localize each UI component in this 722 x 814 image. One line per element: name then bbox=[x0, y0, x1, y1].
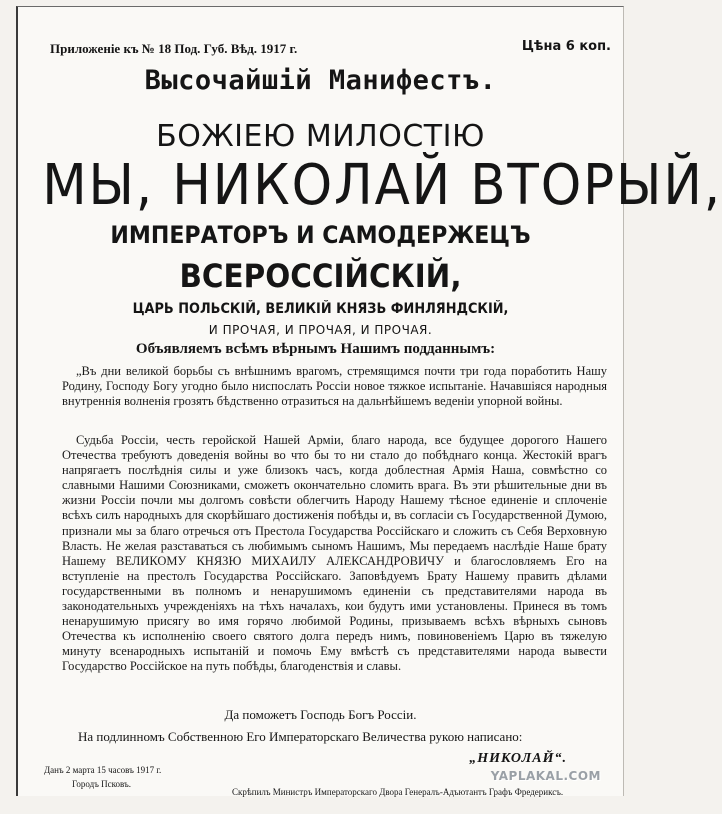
original-note: На подлинномъ Собственною Его Императорскаго Величества рукою написано: bbox=[78, 729, 523, 744]
header-line bbox=[36, 41, 613, 57]
manifest-heading: Высочайшій Манифестъ. bbox=[144, 65, 497, 96]
manifesto-page bbox=[16, 6, 722, 797]
declaration-line: Объявляемъ всѣмъ вѣрнымъ Нашимъ подданнымъ: bbox=[135, 341, 496, 357]
body-paragraph-1: „Въ дни великой борьбы съ внѣшнимъ врагомъ, стремящимся почти три года поработить Нашу Родину, Господу Богу угодно было ниспослать Россіи новое тяжкое испытаніе. Начавшіяся народныя внутреннія волненія грозятъ бѣдственно отразиться на дальнѣйшемъ веденіи упорной войны. bbox=[62, 364, 607, 409]
issue-date: Данъ 2 марта 15 часовъ 1917 г. bbox=[44, 765, 162, 775]
signature: „НИКОЛАЙ“. bbox=[469, 751, 567, 766]
countersign-line: Скрѣпилъ Министръ Императорскаго Двора Генералъ-Адъютантъ Графъ Фредериксъ. bbox=[232, 787, 564, 797]
body-paragraph-2: Судьба Россіи, честь геройской Нашей Арміи, благо народа, все будущее дорогого Нашего Отечества требуютъ доведенія войны во что бы то ни стало до побѣднаго конца. Жестокій врагъ напрягаетъ послѣднія силы и уже близокъ часъ, когда доблестная Армія Наша, совмѣстно со славными Нашими Союзниками, сможетъ окончательно сломить врага. Въ эти рѣшительные дни въ жизни Россіи почли мы долгомъ совѣсти облегчить Народу Нашему тѣсное единеніе и сплоченіе всѣхъ силъ народныхъ для скорѣйшаго достиженія побѣды и, въ согласіи съ Государственной Думою, признали мы за благо отречься отъ Престола Государства Россійскаго и сложить съ Себя Верховную Власть. Не желая разставаться съ любимымъ сыномъ Нашимъ, Мы передаемъ наслѣдіе Наше брату Нашему ВЕЛИКОМУ КНЯЗЮ МИХАИЛУ АЛЕКСАНДРОВИЧУ и благословляемъ Его на вступленіе на престолъ Государства Россійскаго. Заповѣдуемъ Брату Нашему править дѣлами государственными въ полномъ и ненарушимомъ единеніи съ представителями народа въ законодательныхъ учрежденіяхъ на тѣхъ началахъ, кои будутъ ими установлены. Принеся въ томъ ненарушимую присягу во имя горячо любимой Родины, призываемъ всѣхъ вѣрныхъ сыновъ Отечества къ исполненію своего святого долга передъ нимъ, повиновеніемъ Царю въ тяжелую минуту всенародныхъ испытаній и помочь Ему вмѣстѣ съ представителями народа вывести Государство Россійское на путь побѣды, благоденствія и славы. bbox=[62, 433, 607, 674]
tsar-title: ЦАРЬ ПОЛЬСКІЙ, ВЕЛИКІЙ КНЯЗЬ ФИНЛЯНДСКІЙ, bbox=[132, 301, 509, 317]
issue-city: Городъ Псковъ. bbox=[72, 779, 131, 789]
etc-title: И ПРОЧАЯ, И ПРОЧАЯ, И ПРОЧАЯ. bbox=[208, 323, 433, 337]
appendix-label: Приложеніе къ № 18 Под. Губ. Вѣд. 1917 г. bbox=[50, 41, 298, 56]
by-grace-heading: БОЖІЕЮ МИЛОСТІЮ bbox=[156, 119, 485, 154]
blessing-line: Да поможетъ Господь Богъ Россіи. bbox=[224, 707, 417, 722]
emperor-name-heading: МЫ, НИКОЛАЙ ВТОРЫЙ, bbox=[42, 153, 722, 218]
all-russia-title: ВСЕРОССІЙСКІЙ, bbox=[179, 257, 462, 295]
emperor-title: ИМПЕРАТОРЪ И САМОДЕРЖЕЦЪ bbox=[110, 221, 531, 249]
site-watermark: YAPLAKAL.COM bbox=[490, 769, 601, 783]
price-label: Цѣна 6 коп. bbox=[521, 39, 611, 54]
